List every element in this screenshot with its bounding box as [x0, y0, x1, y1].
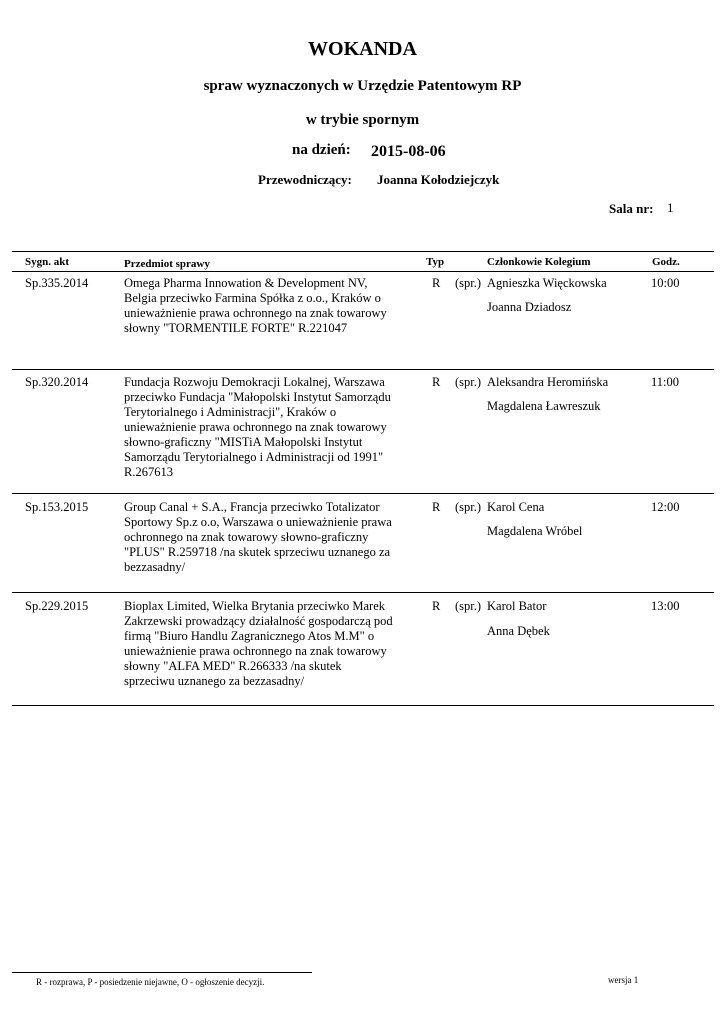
- subject-line: bezzasadny/: [124, 560, 186, 574]
- case-subject: [124, 500, 414, 575]
- column-header-subject: Przedmiot sprawy: [124, 258, 210, 270]
- case-number: Sp.320.2014: [25, 375, 89, 389]
- member-second: Anna Dębek: [487, 624, 550, 638]
- case-subject: [124, 276, 414, 336]
- member-rapporteur: Karol Bator: [487, 599, 547, 613]
- hearing-time: 11:00: [651, 375, 680, 389]
- column-header-members: Członkowie Kolegium: [487, 256, 591, 268]
- table-bottom-rule: [12, 705, 714, 706]
- case-subject: [124, 375, 414, 480]
- subject-line: firmą "Biuro Handlu Zagranicznego Atos M.M" o: [124, 629, 375, 643]
- row-rule: [12, 592, 714, 593]
- chair-value: Joanna Kołodziejczyk: [377, 172, 500, 187]
- rapporteur-marker: (spr.): [455, 500, 482, 514]
- table-top-rule: [12, 251, 714, 252]
- column-header-case-no: Sygn. akt: [25, 256, 70, 268]
- subject-line: przeciwko Fundacja "Małopolski Instytut Samorządu: [124, 390, 391, 404]
- case-number: Sp.335.2014: [25, 276, 89, 290]
- room-value: 1: [667, 200, 674, 215]
- date-value: 2015-08-06: [371, 143, 446, 160]
- member-second: Joanna Dziadosz: [487, 300, 572, 314]
- subject-line: Samorządu Terytorialnego i Administracji od 1991": [124, 450, 384, 464]
- footnote-rule: [12, 972, 312, 973]
- subject-line: unieważnienie prawa ochronnego na znak towarowy: [124, 644, 387, 658]
- subject-line: Bioplax Limited, Wielka Brytania przeciwko Marek: [124, 599, 385, 613]
- subject-line: ochronnego na znak towarowy słowno-graficzny: [124, 530, 369, 544]
- subject-line: Zakrzewski prowadzący działalność gospodarczą pod: [124, 614, 393, 628]
- hearing-time: 13:00: [651, 599, 680, 613]
- subject-line: Omega Pharma Innowation & Development NV,: [124, 276, 368, 290]
- version-label: wersja 1: [608, 975, 639, 985]
- document-title: WOKANDA: [308, 38, 417, 60]
- subject-line: Terytorialnego i Administracji", Kraków o: [124, 405, 337, 419]
- subject-line: Group Canal + S.A., Francja przeciwko Totalizator: [124, 500, 380, 514]
- member-second: Magdalena Wróbel: [487, 524, 583, 538]
- case-type: R: [432, 500, 441, 514]
- subject-line: Belgia przeciwko Farmina Spółka z o.o., Kraków o: [124, 291, 381, 305]
- date-label: na dzień:: [292, 142, 351, 158]
- column-header-time: Godz.: [652, 256, 680, 268]
- case-number: Sp.153.2015: [25, 500, 89, 514]
- row-rule: [12, 493, 714, 494]
- type-legend: R - rozprawa, P - posiedzenie niejawne, O - ogłoszenie decyzji.: [36, 977, 265, 987]
- case-type: R: [432, 375, 441, 389]
- subject-line: słowno-graficzny "MISTiA Małopolski Instytut: [124, 435, 363, 449]
- case-type: R: [432, 599, 441, 613]
- hearing-time: 10:00: [651, 276, 680, 290]
- row-rule: [12, 369, 714, 370]
- hearing-time: 12:00: [651, 500, 680, 514]
- room-label: Sala nr:: [609, 201, 654, 216]
- rapporteur-marker: (spr.): [455, 375, 482, 389]
- case-number: Sp.229.2015: [25, 599, 89, 613]
- subject-line: R.267613: [124, 465, 173, 479]
- subject-line: słowny "TORMENTILE FORTE" R.221047: [124, 321, 348, 335]
- member-rapporteur: Karol Cena: [487, 500, 545, 514]
- subject-line: słowny "ALFA MED" R.266333 /na skutek: [124, 659, 342, 673]
- proceeding-mode: w trybie spornym: [305, 112, 420, 128]
- subject-line: Sportowy Sp.z o.o, Warszawa o unieważnienie prawa: [124, 515, 392, 529]
- rapporteur-marker: (spr.): [455, 276, 482, 290]
- member-second: Magdalena Ławreszuk: [487, 399, 601, 413]
- subject-line: unieważnienie prawa ochronnego na znak towarowy: [124, 420, 387, 434]
- subject-line: Fundacja Rozwoju Demokracji Lokalnej, Warszawa: [124, 375, 385, 389]
- column-header-type: Typ: [426, 256, 445, 268]
- document-subtitle: spraw wyznaczonych w Urzędzie Patentowym RP: [203, 78, 522, 94]
- subject-line: unieważnienie prawa ochronnego na znak towarowy: [124, 306, 387, 320]
- case-subject: [124, 599, 414, 689]
- rapporteur-marker: (spr.): [455, 599, 482, 613]
- subject-line: "PLUS" R.259718 /na skutek sprzeciwu uznanego za: [124, 545, 391, 559]
- case-type: R: [432, 276, 441, 290]
- chair-label: Przewodniczący:: [258, 172, 352, 187]
- table-header-rule: [12, 271, 714, 272]
- subject-line: sprzeciwu uznanego za bezzasadny/: [124, 674, 305, 688]
- member-rapporteur: Agnieszka Więckowska: [487, 276, 607, 290]
- member-rapporteur: Aleksandra Heromińska: [487, 375, 609, 389]
